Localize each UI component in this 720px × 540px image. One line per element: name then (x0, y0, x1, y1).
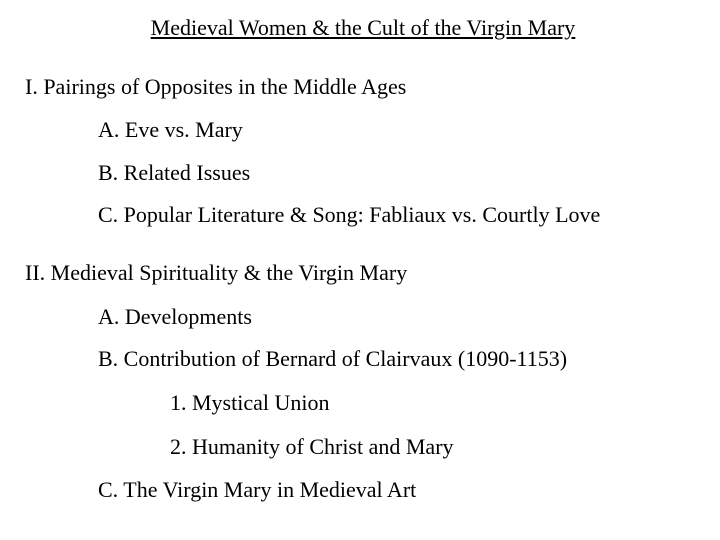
outline-item-1b: B. Related Issues (98, 160, 251, 185)
outline-item-2a: A. Developments (98, 304, 252, 329)
outline-item-2b: B. Contribution of Bernard of Clairvaux (1090-1153) (98, 346, 568, 371)
outline-item-2b1: 1. Mystical Union (170, 390, 330, 415)
slide-title: Medieval Women & the Cult of the Virgin Mary (150, 15, 576, 40)
outline-item-1: I. Pairings of Opposites in the Middle Ages (25, 74, 407, 99)
outline-item-2: II. Medieval Spirituality & the Virgin Mary (25, 260, 408, 285)
outline-item-2b2: 2. Humanity of Christ and Mary (170, 434, 454, 459)
outline-item-1c: C. Popular Literature & Song: Fabliaux vs. Courtly Love (98, 202, 601, 227)
outline-item-1a: A. Eve vs. Mary (98, 117, 243, 142)
outline-item-2c: C. The Virgin Mary in Medieval Art (98, 477, 417, 502)
